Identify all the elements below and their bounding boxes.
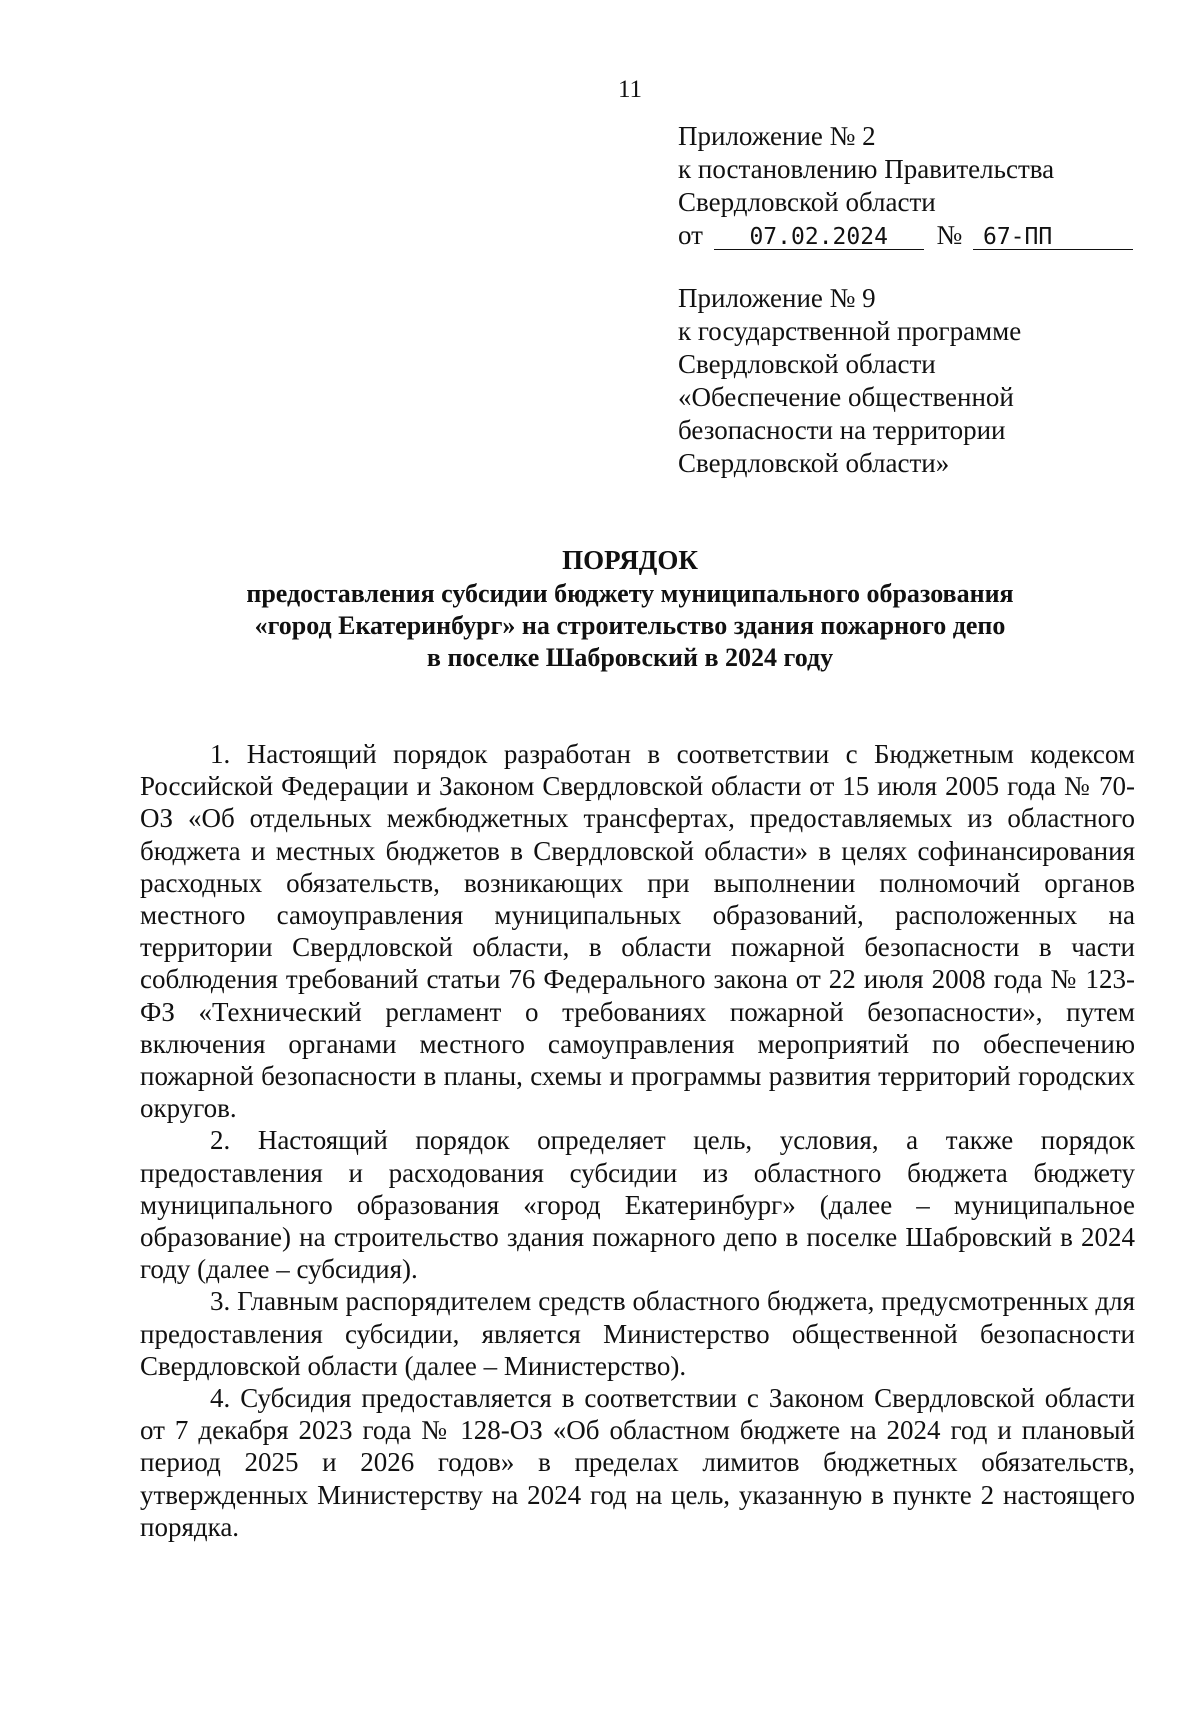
date-prefix: от (678, 220, 703, 250)
appendix-2-line1: Приложение № 9 (678, 283, 876, 313)
appendix-1-line3: Свердловской области (678, 187, 936, 217)
title-line2: «город Екатеринбург» на строительство здания пожарного депо (254, 611, 1006, 640)
appendix-1-line2: к постановлению Правительства (678, 154, 1055, 184)
appendix-2-line5: безопасности на территории (678, 415, 1006, 445)
decree-number: 67-ПП (973, 225, 1133, 250)
page-number: 11 (617, 76, 643, 103)
paragraph-1: 1. Настоящий порядок разработан в соответствии с Бюджетным кодексом Российской Федерации и Законом Свердловской области от 15 июля 2005 года № 70-ОЗ «Об отдельных межбюджетных трансфертах, предоставляемых из областного бюджета и местных бюджетов в Свердловской области» в целях софинансирования расходных обязательств, возникающих при выполнении полномочий органов местного самоуправления муниципальных образований, расположенных на территории Свердловской области, в области пожарной безопасности в части соблюдения требований статьи 76 Федерального закона от 22 июля 2008 года № 123-ФЗ «Технический регламент о требованиях пожарной безопасности», путем включения органами местного самоуправления мероприятий по обеспечению пожарной безопасности в планы, схемы и программы развития территорий городских округов. (140, 739, 1135, 1124)
paragraph-2: 2. Настоящий порядок определяет цель, условия, а также порядок предоставления и расходования субсидии из областного бюджета бюджету муниципального образования «город Екатеринбург» (далее – муниципальное образование) на строительство здания пожарного депо в поселке Шабровский в 2024 году (далее – субсидия). (140, 1125, 1135, 1285)
document-body (140, 738, 1135, 1543)
decree-date: 07.02.2024 (714, 225, 924, 250)
appendix-2-line6: Свердловской области» (678, 448, 950, 478)
title-line3: в поселке Шабровский в 2024 году (426, 643, 834, 672)
title-main: ПОРЯДОК (562, 545, 698, 575)
paragraph-3: 3. Главным распорядителем средств областного бюджета, предусмотренных для предоставления субсидии, является Министерство общественной безопасности Свердловской области (далее – Министерство). (140, 1286, 1135, 1381)
appendix-1-date-line (678, 219, 1133, 252)
paragraph-4: 4. Субсидия предоставляется в соответствии с Законом Свердловской области от 7 декабря 2023 года № 128-ОЗ «Об областном бюджете на 2024 год и плановый период 2025 и 2026 годов» в пределах лимитов бюджетных обязательств, утвержденных Министерству на 2024 год на цель, указанную в пункте 2 настоящего порядка. (140, 1383, 1135, 1542)
appendix-1-header (678, 120, 1133, 252)
document-title (130, 544, 1130, 674)
appendix-2-line4: «Обеспечение общественной (678, 382, 1014, 412)
title-line1: предоставления субсидии бюджету муниципального образования (246, 579, 1014, 608)
appendix-1-line1: Приложение № 2 (678, 121, 876, 151)
appendix-2-line2: к государственной программе (678, 316, 1022, 346)
appendix-2-header (678, 282, 1021, 480)
appendix-2-line3: Свердловской области (678, 349, 936, 379)
number-prefix: № (936, 220, 963, 250)
